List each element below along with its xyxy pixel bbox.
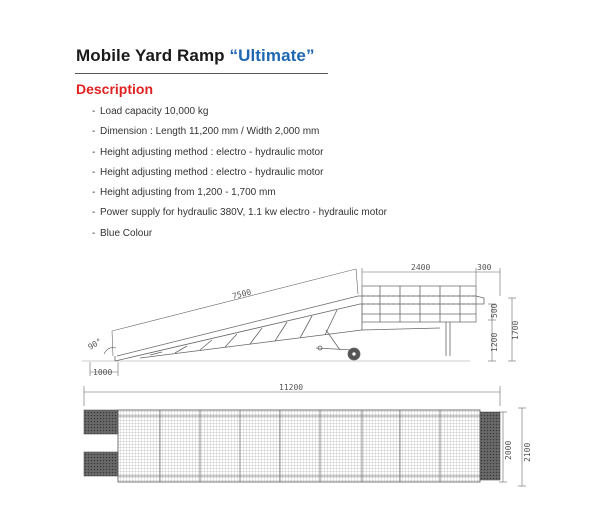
dim-platform-length: 2400 bbox=[411, 263, 431, 272]
dim-deck-width: 2000 bbox=[504, 440, 513, 460]
dim-min-height: 1200 bbox=[490, 332, 499, 352]
deck-grating bbox=[118, 410, 480, 482]
dim-ramp-length: 7500 bbox=[231, 287, 253, 301]
ramp-truss bbox=[150, 310, 337, 355]
spec-item: - Power supply for hydraulic 380V, 1.1 kw electro - hydraulic motor bbox=[92, 207, 387, 219]
title-accent: “Ultimate” bbox=[229, 46, 315, 65]
dim-total-length: 11200 bbox=[279, 383, 304, 392]
dim-angle: 90° bbox=[86, 336, 104, 352]
dim-max-height: 1700 bbox=[511, 320, 520, 340]
dim-approach-length: 1000 bbox=[93, 368, 113, 377]
spec-item: - Dimension : Length 11,200 mm / Width 2,000 mm bbox=[92, 126, 320, 138]
spec-item: - Blue Colour bbox=[92, 227, 153, 239]
description-heading: Description bbox=[76, 81, 154, 97]
spec-item: - Height adjusting method : electro - hydraulic motor bbox=[92, 166, 324, 178]
dim-rail-height: 500 bbox=[490, 303, 499, 318]
spec-item: - Height adjusting from 1,200 - 1,700 mm bbox=[92, 187, 276, 199]
lip-plate bbox=[480, 412, 500, 480]
top-view bbox=[84, 410, 500, 482]
approach-tread-left bbox=[84, 410, 118, 434]
approach-tread-right bbox=[84, 452, 118, 476]
dim-lip-length: 300 bbox=[477, 263, 492, 272]
title-main: Mobile Yard Ramp bbox=[76, 46, 225, 65]
spec-item: - Load capacity 10,000 kg bbox=[92, 106, 209, 117]
spec-item: - Height adjusting method : electro - hydraulic motor bbox=[92, 146, 324, 158]
dim-overall-width: 2100 bbox=[523, 442, 532, 462]
